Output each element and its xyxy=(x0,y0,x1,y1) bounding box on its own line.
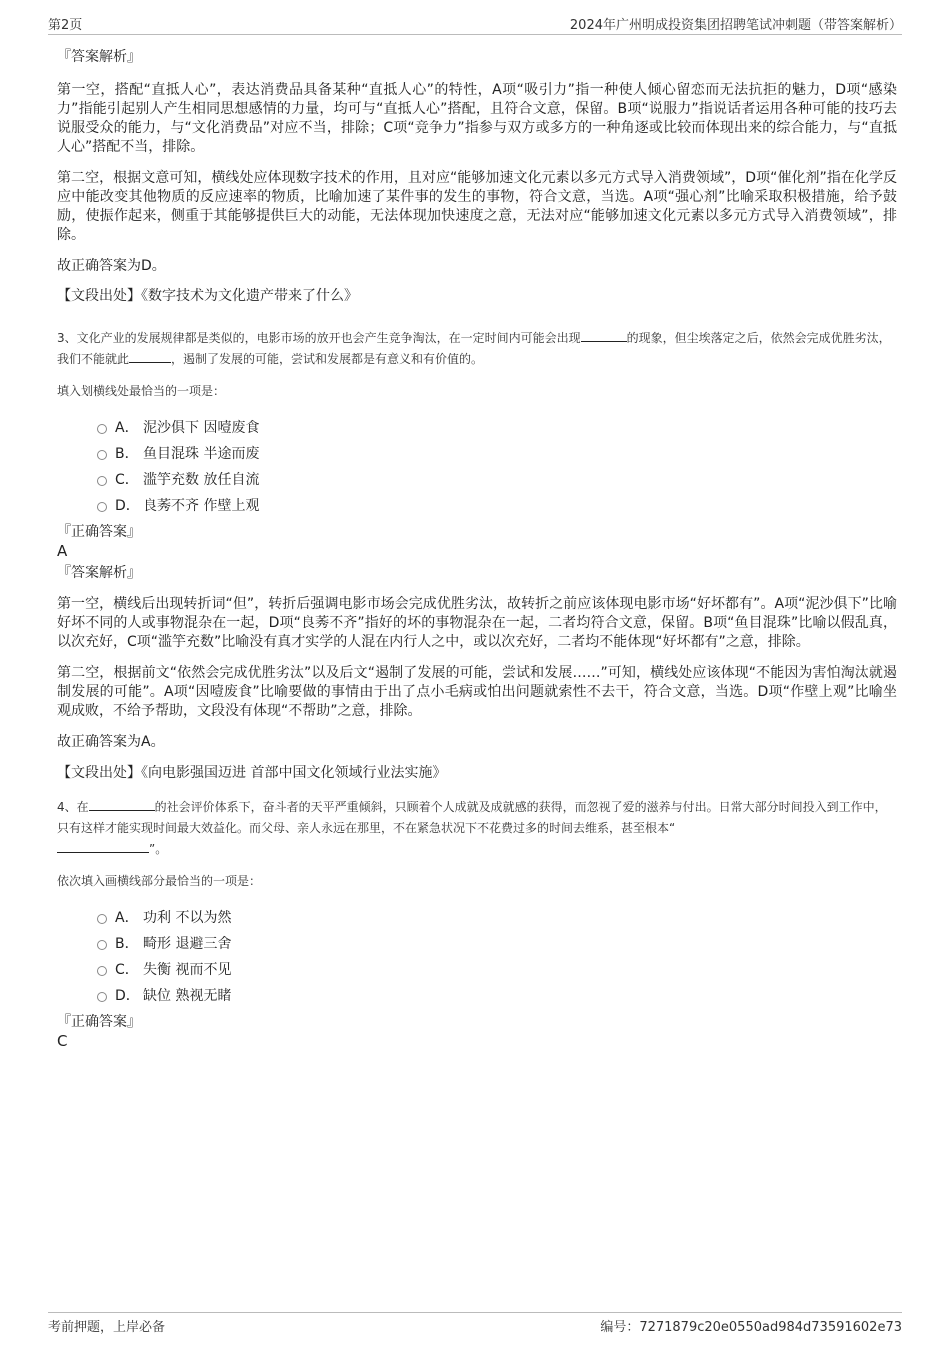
analysis-paragraph: 第一空，搭配“直抵人心”，表达消费品具备某种“直抵人心”的特性，A项“吸引力”指一种使人倾心留恋而无法抗拒的魅力，D项“感染力”指能引起别人产生相同思想感情的力量，均可与“直抵人心”搭配，且符合文意，保留。B项“说服力”指说话者运用各种可能的技巧去说服受众的能力，与“文化消费品”对应不当，排除；C项“竞争力”指参与双方或多方的一种角逐或比较而体现出来的综合能力，与“直抵人心”搭配不当，排除。 xyxy=(57,82,897,155)
document-id: 编号：7271879c20e0550ad984d73591602e73 xyxy=(600,1320,902,1335)
passage-source: 【文段出处】《向电影强国迈进 首部中国文化领域行业法实施》 xyxy=(57,765,447,781)
document-body xyxy=(57,46,897,1050)
radio-button-icon[interactable] xyxy=(97,424,107,434)
radio-button-icon[interactable] xyxy=(97,992,107,1002)
question-3-text: 3、文化产业的发展规律都是类似的，电影市场的放开也会产生竞争淘汰，在一定时间内可能会出现 的现象，但尘埃落定之后，依然会完成优胜劣汰，我们不能就此 ，遏制了发展的可能，尝试和发展都是有意义和有价值的。 xyxy=(57,331,891,366)
correct-answer-label: 『正确答案』 xyxy=(57,524,141,540)
answer-blank xyxy=(57,840,149,853)
question-prompt: 依次填入画横线部分最恰当的一项是： xyxy=(57,874,262,888)
radio-button-icon[interactable] xyxy=(97,450,107,460)
option-a[interactable]: A． 功利 不以为然 xyxy=(57,905,897,931)
option-c[interactable]: C． 失衡 视而不见 xyxy=(57,957,897,983)
radio-button-icon[interactable] xyxy=(97,940,107,950)
answer-conclusion: 故正确答案为A。 xyxy=(57,734,165,750)
radio-button-icon[interactable] xyxy=(97,502,107,512)
answer-blank xyxy=(129,350,171,363)
answer-conclusion: 故正确答案为D。 xyxy=(57,258,166,274)
page-number: 第2页 xyxy=(48,18,83,33)
page-footer xyxy=(48,1312,902,1336)
question-4-text: 4、在 的社会评价体系下，奋斗者的天平严重倾斜，只顾着个人成就及成就感的获得，而忽视了爱的滋养与付出。日常大部分时间投入到工作中，只有这样才能实现时间最大效益化。而父母、亲人永远在那里，不在紧急状况下不花费过多的时间去维系，甚至根本“ ”。 xyxy=(57,800,887,856)
option-a[interactable]: A． 泥沙俱下 因噎废食 xyxy=(57,415,897,441)
question-prompt: 填入划横线处最恰当的一项是： xyxy=(57,384,226,398)
option-list xyxy=(57,905,897,1009)
option-c[interactable]: C． 滥竽充数 放任自流 xyxy=(57,467,897,493)
answer-blank xyxy=(89,798,155,811)
option-d[interactable]: D． 缺位 熟视无睹 xyxy=(57,983,897,1009)
footer-slogan: 考前押题，上岸必备 xyxy=(48,1320,166,1335)
option-list xyxy=(57,415,897,519)
analysis-paragraph: 第一空，横线后出现转折词“但”，转折后强调电影市场会完成优胜劣汰，故转折之前应该体现电影市场“好坏都有”。A项“泥沙俱下”比喻好坏不同的人或事物混杂在一起，D项“良莠不齐”指好的坏的事物混杂在一起，二者均符合文意，保留。B项“鱼目混珠”比喻以假乱真，以次充好，C项“滥竽充数”比喻没有真才实学的人混在内行人之中，或以次充好，二者均不能体现“好坏都有”之意，排除。 xyxy=(57,596,897,650)
answer-analysis-label: 『答案解析』 xyxy=(57,565,141,581)
analysis-paragraph: 第二空，根据文意可知，横线处应体现数字技术的作用，且对应“能够加速文化元素以多元方式导入消费领域”，D项“催化剂”指在化学反应中能改变其他物质的反应速率的物质，比喻加速了某件事的发生的事物，符合文意，当选。A项“强心剂”比喻采取积极措施，给予鼓励，使振作起来，侧重于其能够提供巨大的动能，无法体现加快速度之意，无法对应“能够加速文化元素以多元方式导入消费领域”，排除。 xyxy=(57,170,897,243)
correct-answer: A xyxy=(57,542,68,560)
answer-analysis-label: 『答案解析』 xyxy=(57,49,141,65)
option-b[interactable]: B． 鱼目混珠 半途而废 xyxy=(57,441,897,467)
correct-answer: C xyxy=(57,1032,68,1050)
page-header xyxy=(48,14,902,35)
radio-button-icon[interactable] xyxy=(97,966,107,976)
passage-source: 【文段出处】《数字技术为文化遗产带来了什么》 xyxy=(57,288,358,304)
correct-answer-label: 『正确答案』 xyxy=(57,1014,141,1030)
document-title: 2024年广州明成投资集团招聘笔试冲刺题（带答案解析） xyxy=(569,18,902,33)
option-d[interactable]: D． 良莠不齐 作壁上观 xyxy=(57,493,897,519)
analysis-paragraph: 第二空，根据前文“依然会完成优胜劣汰”以及后文“遏制了发展的可能，尝试和发展……”可知，横线处应该体现“不能因为害怕淘汰就遏制发展的可能”。A项“因噎废食”比喻要做的事情由于出了点小毛病或怕出问题就索性不去干，符合文意，当选。D项“作壁上观”比喻坐观成败，不给予帮助，文段没有体现“不帮助”之意，排除。 xyxy=(57,665,897,719)
option-b[interactable]: B． 畸形 退避三舍 xyxy=(57,931,897,957)
answer-blank xyxy=(581,329,627,342)
radio-button-icon[interactable] xyxy=(97,914,107,924)
radio-button-icon[interactable] xyxy=(97,476,107,486)
